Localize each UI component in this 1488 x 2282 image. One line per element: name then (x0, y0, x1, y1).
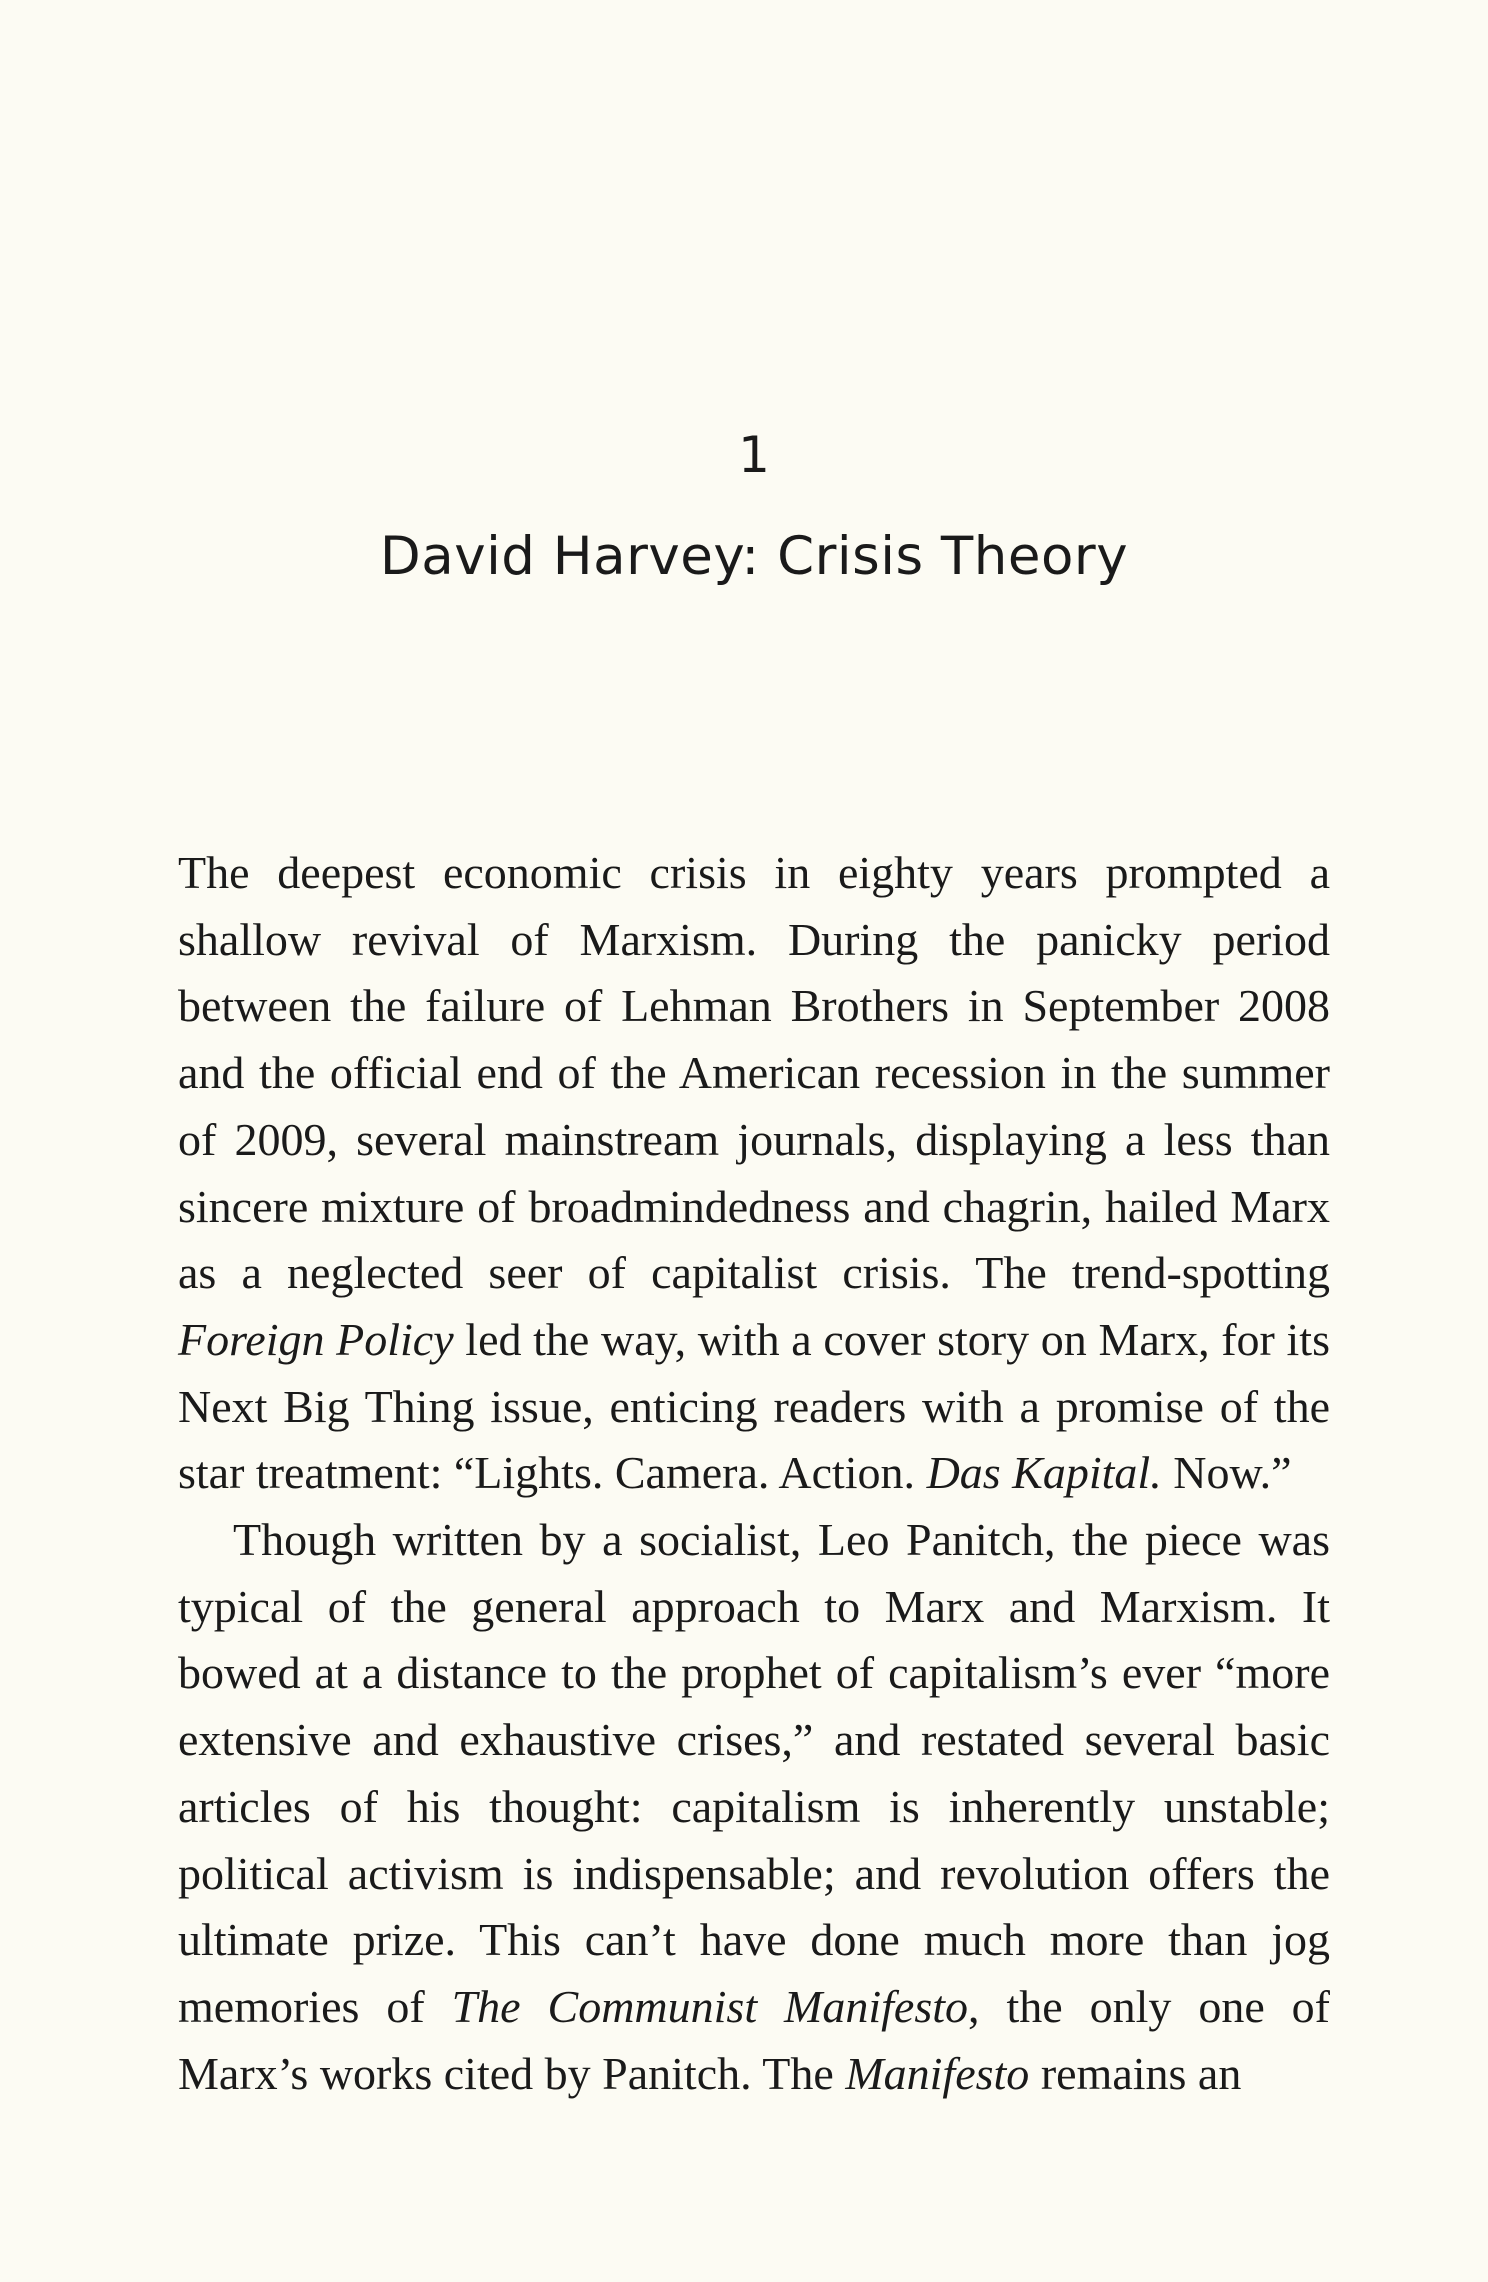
paragraph-2 (178, 1507, 1330, 2107)
text-segment: Though written by a socialist, Leo Panitch, the piece was typical of the general approach to Marx and Marxism. It bowed at a distance to the prophet of capitalism’s ever “more extensive and exhaustive crises,” and restated several basic articles of his thought: capitalism is inherently unstable; political activism is indispensable; and revolution offers the ultimate prize. This can’t have done much more than jog memories of (178, 1514, 1330, 2032)
chapter-number: 1 (738, 426, 770, 484)
italic-title-foreign-policy: Foreign Policy (178, 1313, 454, 1365)
text-segment: remains an (1029, 2047, 1242, 2099)
chapter-title: David Harvey: Crisis Theory (379, 526, 1129, 587)
text-segment: Now.” (1161, 1447, 1292, 1499)
paragraph-1 (178, 840, 1330, 1507)
body-text (178, 840, 1330, 2107)
italic-title-manifesto: Manifesto (845, 2047, 1030, 2099)
text-segment: The deepest economic crisis in eighty years prompted a shallow revival of Marxism. During the panicky period between the failure of Lehman Brothers in September 2008 and the official end of the American recession in the summer of 2009, several mainstream journals, displaying a less than sincere mixture of broadmindedness and chagrin, hailed Marx as a neglected seer of capitalist crisis. The trend-spotting (178, 847, 1330, 1299)
text-segment: , the only one of Marx’s works cited by Panitch. The (178, 1980, 1330, 2099)
italic-title-communist-manifesto: The Communist Manifesto (451, 1980, 969, 2032)
text-segment: led the way, with a cover story on Marx, for its Next Big Thing issue, enticing readers with a promise of the star treatment: “Lights. Camera. Action. (178, 1313, 1330, 1499)
italic-title-das-kapital: Das Kapital. (926, 1447, 1162, 1499)
